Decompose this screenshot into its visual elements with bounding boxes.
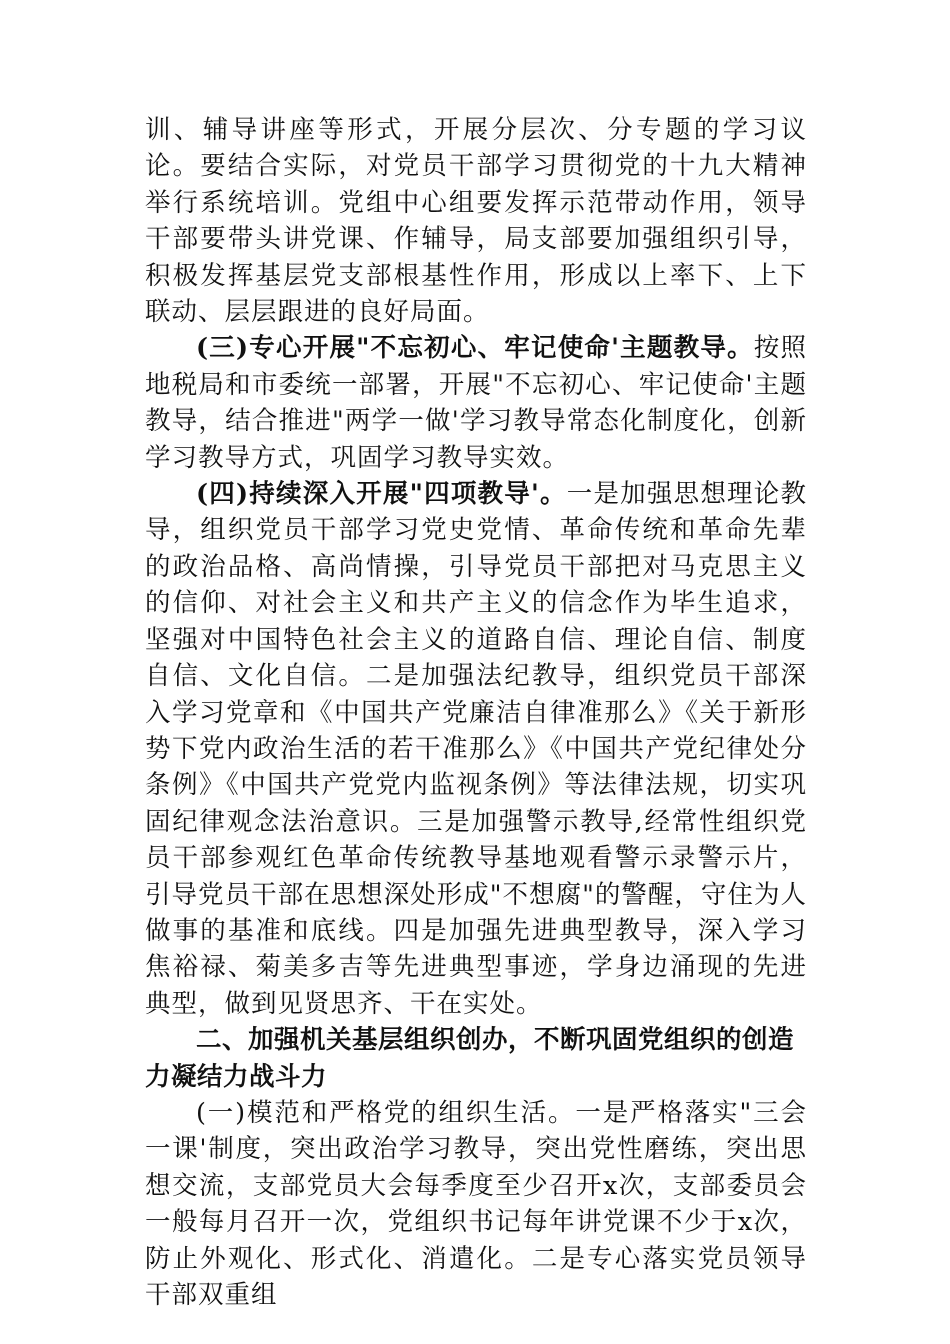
- section-heading-2: 二、加强机关基层组织创办，不断巩固党组织的创造力凝结力战斗力: [145, 1025, 795, 1092]
- paragraph-body-1: 一是严格落实"三会一课'制度，突出政治学习教导，突出党性磨练，突出思想交流，支部党员大会每季度至少召开x次，支部委员会一般每月召开一次，党组织书记每年讲党课不少于x次，防止外观化、形式化、消遣化。二是专心落实党员领导干部双重组: [145, 1097, 807, 1310]
- document-page: [145, 112, 807, 1313]
- paragraph-four-educations: [145, 476, 807, 1022]
- paragraph-continuation: 训、辅导讲座等形式，开展分层次、分专题的学习议论。要结合实际，对党员干部学习贯彻党的十九大精神举行系统培训。党组中心组要发挥示范带动作用，领导干部要带头讲党课、作辅导，局支部要加强组织引导，积极发挥基层党支部根基性作用，形成以上率下、上下联动、层层跟进的良好局面。: [145, 115, 807, 328]
- paragraph-lead-4: (四)持续深入开展"四项教导'。: [196, 479, 567, 510]
- paragraph-lead-3: (三)专心开展"不忘初心、牢记使命'主题教导。: [196, 333, 754, 364]
- paragraph-theme-education: [145, 330, 807, 476]
- paragraph-body-4: 一是加强思想理论教导，组织党员干部学习党史党情、革命传统和革命先辈的政治品格、高尚情操，引导党员干部把对马克思主义的信仰、对社会主义和共产主义的信念作为毕生追求，坚强对中国特色社会主义的道路自信、理论自信、制度自信、文化自信。二是加强法纪教导，组织党员干部深入学习党章和《中国共产党廉洁自律准那么》《关于新形势下党内政治生活的若干准那么》《中国共产党纪律处分条例》《中国共产党党内监视条例》等法律法规，切实巩固纪律观念法治意识。三是加强警示教导,经常性组织党员干部参观红色革命传统教导基地观看警示录警示片，引导党员干部在思想深处形成"不想腐"的警醒，守住为人做事的基准和底线。四是加强先进典型教导，深入学习焦裕禄、菊美多吉等先进典型事迹，学身边涌现的先进典型，做到见贤思齐、干在实处。: [145, 479, 807, 1019]
- paragraph-body-3: 按照地税局和市委统一部署，开展"不忘初心、牢记使命'主题教导，结合推进"两学一做'学习教导常态化制度化，创新学习教导方式，巩固学习教导实效。: [145, 333, 807, 473]
- paragraph-lead-1: (一)模范和严格党的组织生活。: [196, 1097, 576, 1128]
- paragraph-organization-life: [145, 1095, 807, 1313]
